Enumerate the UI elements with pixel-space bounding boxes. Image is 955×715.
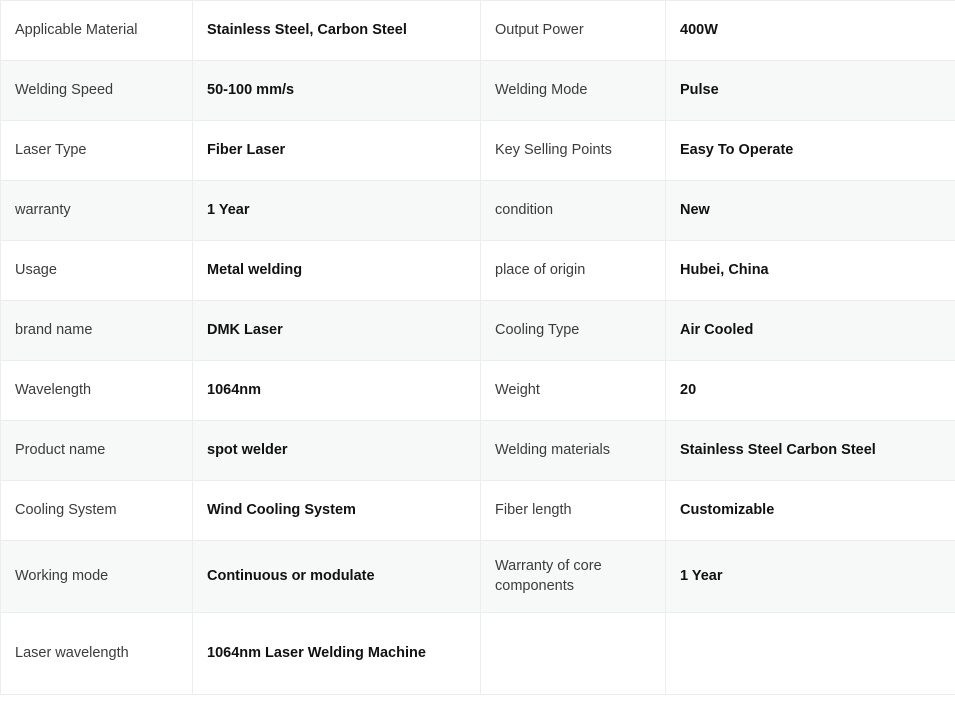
spec-label: warranty xyxy=(1,181,193,241)
spec-label-empty xyxy=(481,613,666,695)
table-row xyxy=(1,61,955,121)
table-row xyxy=(1,301,955,361)
spec-value: 400W xyxy=(666,1,955,61)
spec-value: Metal welding xyxy=(193,241,481,301)
spec-value: DMK Laser xyxy=(193,301,481,361)
spec-value: 1064nm Laser Welding Machine xyxy=(193,613,481,695)
spec-value: Fiber Laser xyxy=(193,121,481,181)
spec-label: Product name xyxy=(1,421,193,481)
spec-value: Hubei, China xyxy=(666,241,955,301)
spec-label: Cooling Type xyxy=(481,301,666,361)
spec-value: 1064nm xyxy=(193,361,481,421)
spec-value: 1 Year xyxy=(193,181,481,241)
spec-value: 20 xyxy=(666,361,955,421)
spec-value: Pulse xyxy=(666,61,955,121)
spec-value: Air Cooled xyxy=(666,301,955,361)
spec-label: Output Power xyxy=(481,1,666,61)
table-row xyxy=(1,181,955,241)
spec-label: Welding Mode xyxy=(481,61,666,121)
spec-label: Laser Type xyxy=(1,121,193,181)
table-row xyxy=(1,481,955,541)
spec-value: spot welder xyxy=(193,421,481,481)
spec-value: New xyxy=(666,181,955,241)
spec-value: Stainless Steel Carbon Steel xyxy=(666,421,955,481)
table-row xyxy=(1,541,955,613)
table-row xyxy=(1,121,955,181)
spec-value: Stainless Steel, Carbon Steel xyxy=(193,1,481,61)
spec-label: Wavelength xyxy=(1,361,193,421)
table-row xyxy=(1,241,955,301)
spec-value-empty xyxy=(666,613,955,695)
spec-label: Cooling System xyxy=(1,481,193,541)
spec-label: Working mode xyxy=(1,541,193,613)
spec-value: Customizable xyxy=(666,481,955,541)
spec-label: Usage xyxy=(1,241,193,301)
spec-label: Warranty of core components xyxy=(481,541,666,613)
table-row xyxy=(1,361,955,421)
spec-label: place of origin xyxy=(481,241,666,301)
spec-value: 50-100 mm/s xyxy=(193,61,481,121)
spec-value: Easy To Operate xyxy=(666,121,955,181)
spec-value: Wind Cooling System xyxy=(193,481,481,541)
spec-label: condition xyxy=(481,181,666,241)
spec-label: Applicable Material xyxy=(1,1,193,61)
spec-value: 1 Year xyxy=(666,541,955,613)
spec-label: Laser wavelength xyxy=(1,613,193,695)
table-row xyxy=(1,613,955,695)
spec-label: Welding Speed xyxy=(1,61,193,121)
spec-value: Continuous or modulate xyxy=(193,541,481,613)
spec-label: brand name xyxy=(1,301,193,361)
spec-label: Fiber length xyxy=(481,481,666,541)
spec-label: Welding materials xyxy=(481,421,666,481)
spec-label: Key Selling Points xyxy=(481,121,666,181)
table-row xyxy=(1,1,955,61)
table-row xyxy=(1,421,955,481)
spec-label: Weight xyxy=(481,361,666,421)
